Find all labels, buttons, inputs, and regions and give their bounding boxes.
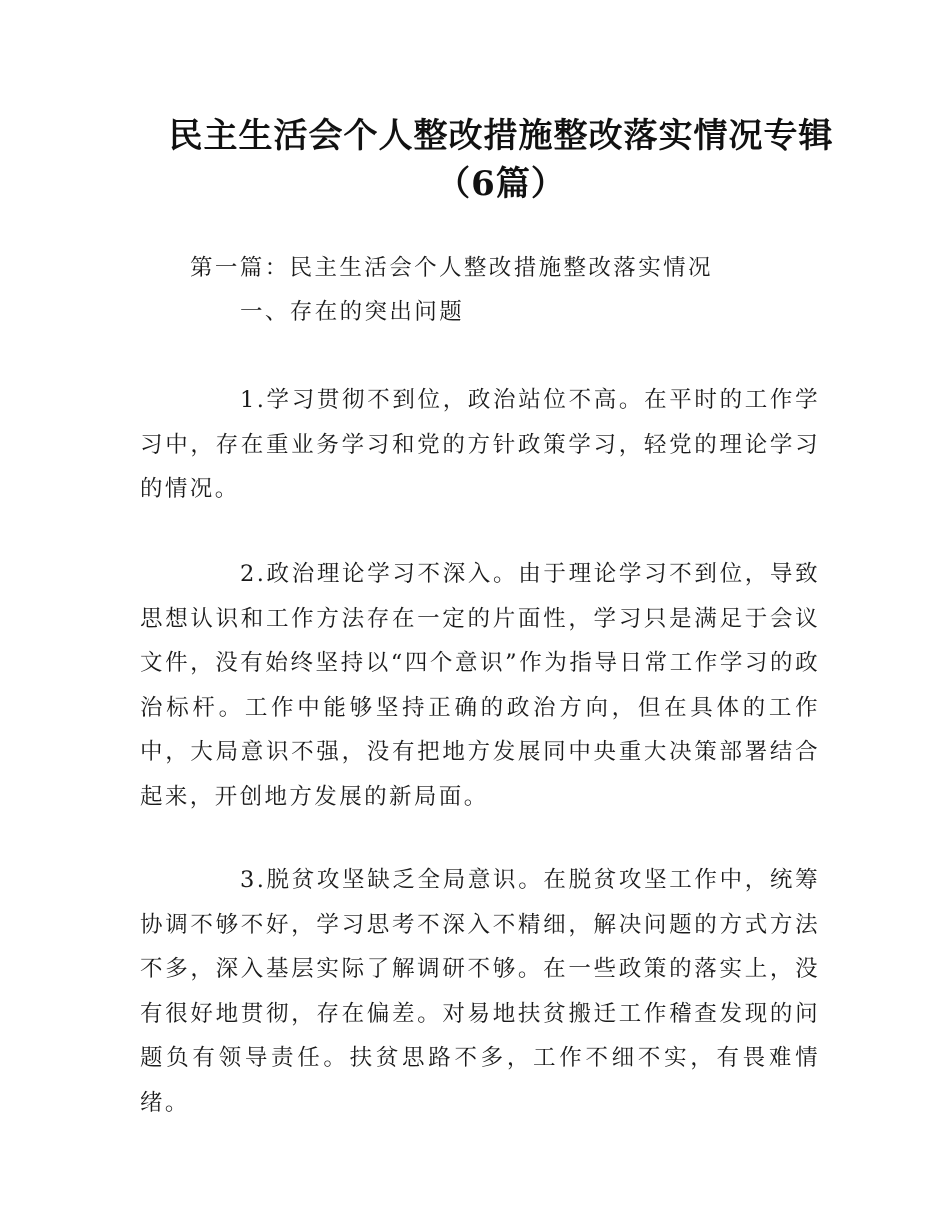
- chapter-heading: 第一篇：民主生活会个人整改措施整改落实情况: [190, 255, 713, 281]
- document-title: 民主生活会个人整改措施整改落实情况专辑（6篇）: [168, 116, 834, 204]
- paragraph-1: 1.学习贯彻不到位，政治站位不高。在平时的工作学习中，存在重业务学习和党的方针政策学习，轻党的理论学习的情况。: [140, 387, 820, 502]
- paragraph-2: 2.政治理论学习不深入。由于理论学习不到位，导致思想认识和工作方法存在一定的片面性，学习只是满足于会议文件，没有始终坚持以“四个意识”作为指导日常工作学习的政治标杆。工作中能够坚持正确的政治方向，但在具体的工作中，大局意识不强，没有把地方发展同中央重大决策部署结合起来，开创地方发展的新局面。: [140, 561, 820, 810]
- paragraph-3: 3.脱贫攻坚缺乏全局意识。在脱贫攻坚工作中，统筹协调不够不好，学习思考不深入不精细，解决问题的方式方法不多，深入基层实际了解调研不够。在一些政策的落实上，没有很好地贯彻，存在偏差。对易地扶贫搬迁工作稽查发现的问题负有领导责任。扶贫思路不多，工作不细不实，有畏难情绪。: [140, 867, 820, 1116]
- section-heading: 一、存在的突出问题: [240, 299, 465, 325]
